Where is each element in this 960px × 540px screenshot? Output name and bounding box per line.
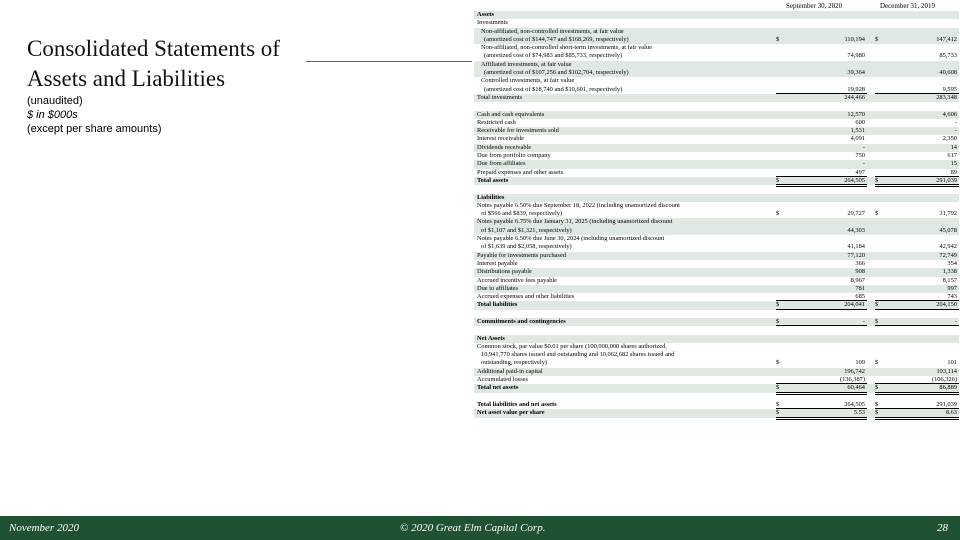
row-label: Notes payable 6.50% due June 30, 2024 (including unamortized discount bbox=[477, 235, 665, 243]
value-dec-2019: 8,157 bbox=[942, 276, 957, 284]
table-row bbox=[474, 252, 959, 260]
table-row bbox=[474, 86, 959, 94]
table-row bbox=[474, 52, 959, 60]
slide-title bbox=[27, 34, 447, 94]
currency-symbol: $ bbox=[776, 359, 780, 367]
row-label: Non-affiliated, non-controlled short-term investments, at fair value bbox=[481, 44, 652, 52]
row-label: Total investments bbox=[477, 93, 523, 101]
row-label: Liabilities bbox=[477, 193, 505, 201]
row-label: Dividends receivable bbox=[477, 143, 532, 151]
row-label: Total net assets bbox=[477, 384, 519, 392]
row-label: (amortized cost of $144,747 and $168,269, respectively) bbox=[484, 35, 629, 43]
currency-symbol: $ bbox=[875, 409, 879, 417]
table-row bbox=[474, 393, 959, 401]
units-note: $ in $000s bbox=[27, 109, 78, 121]
table-row bbox=[474, 301, 959, 309]
value-sep-2020: 110,194 bbox=[844, 35, 865, 43]
table-row bbox=[474, 318, 959, 326]
value-dec-2019: 86,889 bbox=[939, 384, 957, 392]
row-label: Net Assets bbox=[477, 334, 505, 342]
value-sep-2020: 5.53 bbox=[853, 409, 865, 417]
title-rule bbox=[306, 61, 472, 62]
footer-copyright: © 2020 Great Elm Capital Corp. bbox=[400, 522, 546, 534]
value-sep-2020: 8,967 bbox=[850, 276, 865, 284]
table-row bbox=[474, 19, 959, 27]
value-dec-2019: 193,114 bbox=[936, 367, 957, 375]
table-row bbox=[474, 235, 959, 243]
currency-symbol: $ bbox=[875, 35, 879, 43]
value-sep-2020: 77,120 bbox=[847, 251, 865, 259]
footer-date: November 2020 bbox=[9, 522, 79, 534]
value-dec-2019: 15 bbox=[950, 160, 957, 168]
subtitle-block bbox=[27, 94, 162, 136]
value-sep-2020: 60,464 bbox=[847, 384, 865, 392]
table-row bbox=[474, 293, 959, 301]
row-label: of $566 and $839, respectively) bbox=[481, 210, 563, 218]
table-row bbox=[474, 36, 959, 44]
row-label: Total assets bbox=[477, 176, 509, 184]
footer-bar bbox=[0, 516, 960, 540]
value-dec-2019: 2,350 bbox=[942, 135, 957, 143]
table-row bbox=[474, 185, 959, 193]
value-dec-2019: 147,412 bbox=[936, 35, 957, 43]
value-sep-2020: 244,466 bbox=[844, 93, 865, 101]
table-row bbox=[474, 227, 959, 235]
table-row bbox=[474, 127, 959, 135]
table-body bbox=[474, 11, 959, 418]
row-label: Assets bbox=[477, 11, 495, 18]
value-dec-2019: 283,348 bbox=[936, 93, 957, 101]
row-label: Interest payable bbox=[477, 259, 518, 267]
row-label: Due from affiliates bbox=[477, 160, 526, 168]
currency-symbol: $ bbox=[776, 317, 780, 325]
table-row bbox=[474, 152, 959, 160]
value-sep-2020: 685 bbox=[855, 293, 865, 301]
double-underline bbox=[776, 419, 867, 420]
table-row bbox=[474, 77, 959, 85]
row-label: Cash and cash equivalents bbox=[477, 110, 545, 118]
value-dec-2019: 8.63 bbox=[945, 409, 957, 417]
value-dec-2019: 354 bbox=[947, 259, 957, 267]
value-sep-2020: 366 bbox=[855, 259, 865, 267]
row-label: Accumulated losses bbox=[477, 376, 528, 384]
value-sep-2020: 600 bbox=[855, 118, 865, 126]
table-row bbox=[474, 144, 959, 152]
value-dec-2019: 743 bbox=[947, 293, 957, 301]
currency-symbol: $ bbox=[875, 176, 879, 184]
value-dec-2019: 997 bbox=[947, 284, 957, 292]
table-header bbox=[474, 1, 959, 11]
table-row bbox=[474, 119, 959, 127]
row-label: Prepaid expenses and other assets bbox=[477, 168, 564, 176]
row-label bbox=[474, 185, 959, 193]
value-sep-2020: 1,531 bbox=[850, 127, 865, 135]
value-sep-2020: 264,505 bbox=[844, 176, 865, 184]
currency-symbol: $ bbox=[776, 409, 780, 417]
table-row bbox=[474, 44, 959, 52]
currency-symbol: $ bbox=[776, 301, 780, 309]
row-label: (amortized cost of $107,256 and $102,704, respectively) bbox=[484, 69, 629, 77]
row-label: Due from portfolio company bbox=[477, 152, 551, 160]
value-sep-2020: 750 bbox=[855, 152, 865, 160]
value-sep-2020: 264,505 bbox=[844, 400, 865, 408]
value-dec-2019: 291,039 bbox=[936, 176, 957, 184]
value-dec-2019: 42,942 bbox=[939, 243, 957, 251]
value-dec-2019: 4,606 bbox=[942, 110, 957, 118]
table-row bbox=[474, 401, 959, 409]
value-sep-2020: 19,928 bbox=[847, 85, 865, 93]
row-label: Accrued incentive fees payable bbox=[477, 276, 558, 284]
currency-symbol: $ bbox=[776, 35, 780, 43]
row-label: (amortized cost of $18,740 and $10,601, respectively) bbox=[484, 85, 623, 93]
table-row bbox=[474, 359, 959, 367]
row-label: Notes payable 6.50% due September 18, 2022 (including unamortized discount bbox=[477, 201, 680, 209]
row-label: Commitments and contingencies bbox=[477, 317, 566, 325]
title-line-1: Consolidated Statements of bbox=[27, 36, 280, 61]
table-row bbox=[474, 335, 959, 343]
column-header-sep-2020: September 30, 2020 bbox=[786, 2, 843, 10]
table-row bbox=[474, 277, 959, 285]
row-label: Interest receivable bbox=[477, 135, 525, 143]
value-sep-2020: 44,303 bbox=[847, 226, 865, 234]
value-sep-2020: 908 bbox=[855, 268, 865, 276]
row-label: of $1,639 and $2,058, respectively) bbox=[481, 243, 572, 251]
row-label: Net asset value per share bbox=[477, 409, 545, 417]
currency-symbol: $ bbox=[776, 210, 780, 218]
value-dec-2019: 40,608 bbox=[939, 69, 957, 77]
currency-symbol: $ bbox=[875, 210, 879, 218]
table-row bbox=[474, 409, 959, 417]
value-sep-2020: 39,364 bbox=[847, 69, 865, 77]
value-sep-2020: - bbox=[862, 143, 865, 151]
value-dec-2019: 72,749 bbox=[939, 251, 957, 259]
per-share-note: (except per share amounts) bbox=[27, 123, 162, 135]
table-row bbox=[474, 94, 959, 102]
row-label: Total liabilities and net assets bbox=[477, 400, 557, 408]
row-label: Affiliated investments, at fair value bbox=[481, 60, 572, 68]
underline bbox=[875, 417, 959, 418]
value-dec-2019: - bbox=[954, 118, 957, 126]
row-label: Receivable for investments sold bbox=[477, 127, 559, 135]
page-number: 28 bbox=[937, 522, 948, 534]
row-label: Common stock, par value $0.01 per share (100,000,000 shares authorized, bbox=[477, 342, 667, 350]
title-line-2: Assets and Liabilities bbox=[27, 66, 226, 91]
value-sep-2020: 109 bbox=[855, 359, 865, 367]
value-dec-2019: 14 bbox=[950, 143, 957, 151]
table-row bbox=[474, 268, 959, 276]
table-row bbox=[474, 384, 959, 392]
double-underline bbox=[875, 419, 959, 420]
column-header-dec-2019: December 31, 2019 bbox=[880, 2, 936, 10]
table-row bbox=[474, 28, 959, 36]
value-sep-2020: 74,980 bbox=[847, 52, 865, 60]
row-label: Notes payable 6.75% due January 31, 2025 (including unamortized discount bbox=[477, 218, 673, 226]
value-dec-2019: 101 bbox=[947, 359, 957, 367]
table-row bbox=[474, 218, 959, 226]
currency-symbol: $ bbox=[875, 317, 879, 325]
value-dec-2019: 89 bbox=[950, 168, 957, 176]
table-row bbox=[474, 111, 959, 119]
row-label bbox=[474, 393, 959, 401]
currency-symbol: $ bbox=[875, 400, 879, 408]
row-label bbox=[474, 102, 959, 110]
value-dec-2019: 85,733 bbox=[939, 52, 957, 60]
value-dec-2019: 31,792 bbox=[939, 210, 957, 218]
value-dec-2019: 1,338 bbox=[942, 268, 957, 276]
value-sep-2020: 4,091 bbox=[850, 135, 865, 143]
row-label: Distributions payable bbox=[477, 268, 532, 276]
row-label bbox=[474, 310, 959, 318]
row-label: 10,941,770 shares issued and outstanding and 10,062,682 shares issued and bbox=[481, 351, 675, 359]
table-row bbox=[474, 61, 959, 69]
value-dec-2019: (106,326) bbox=[931, 376, 957, 384]
table-row bbox=[474, 326, 959, 334]
table-row bbox=[474, 285, 959, 293]
row-label: Investments bbox=[477, 19, 508, 27]
table-row bbox=[474, 135, 959, 143]
currency-symbol: $ bbox=[776, 176, 780, 184]
table-row bbox=[474, 177, 959, 185]
value-sep-2020: (136,387) bbox=[839, 376, 865, 384]
currency-symbol: $ bbox=[875, 359, 879, 367]
value-dec-2019: - bbox=[954, 317, 957, 325]
row-label: (amortized cost of $74,983 and $85,733, respectively) bbox=[484, 52, 623, 60]
row-label: of $1,107 and $1,321, respectively) bbox=[481, 226, 572, 234]
table-row bbox=[474, 160, 959, 168]
value-sep-2020: 196,742 bbox=[844, 367, 865, 375]
table-row bbox=[474, 351, 959, 359]
table-row bbox=[474, 343, 959, 351]
table-row bbox=[474, 194, 959, 202]
value-sep-2020: 41,184 bbox=[847, 243, 865, 251]
value-dec-2019: 45,078 bbox=[939, 226, 957, 234]
value-dec-2019: - bbox=[954, 127, 957, 135]
value-dec-2019: 9,595 bbox=[942, 85, 957, 93]
value-sep-2020: - bbox=[862, 160, 865, 168]
value-dec-2019: 291,039 bbox=[936, 400, 957, 408]
value-dec-2019: 617 bbox=[947, 152, 957, 160]
value-sep-2020: 204,041 bbox=[844, 301, 865, 309]
table-row bbox=[474, 368, 959, 376]
table-row bbox=[474, 376, 959, 384]
underline bbox=[776, 417, 867, 418]
row-label: Additional paid-in capital bbox=[477, 367, 543, 375]
financial-table bbox=[474, 1, 959, 418]
table-row bbox=[474, 243, 959, 251]
currency-symbol: $ bbox=[875, 384, 879, 392]
value-sep-2020: - bbox=[862, 317, 865, 325]
currency-symbol: $ bbox=[875, 301, 879, 309]
unaudited-note: (unaudited) bbox=[27, 95, 83, 107]
value-dec-2019: 204,150 bbox=[936, 301, 957, 309]
value-sep-2020: 12,570 bbox=[847, 110, 865, 118]
row-label: Accrued expenses and other liabilities bbox=[477, 293, 575, 301]
row-label: Controlled investments, at fair value bbox=[481, 77, 575, 85]
currency-symbol: $ bbox=[776, 384, 780, 392]
table-row bbox=[474, 260, 959, 268]
row-label bbox=[474, 326, 959, 334]
value-sep-2020: 497 bbox=[855, 168, 865, 176]
row-label: Restricted cash bbox=[477, 118, 516, 126]
row-label: Due to affiliates bbox=[477, 284, 519, 292]
table-row bbox=[474, 169, 959, 177]
row-label: Total liabilities bbox=[477, 301, 518, 309]
value-sep-2020: 781 bbox=[855, 284, 865, 292]
table-row bbox=[474, 310, 959, 318]
value-sep-2020: 29,727 bbox=[847, 210, 865, 218]
row-label: Payable for investments purchased bbox=[477, 251, 566, 259]
table-row bbox=[474, 210, 959, 218]
table-row bbox=[474, 11, 959, 19]
row-label: Non-affiliated, non-controlled investments, at fair value bbox=[481, 27, 624, 35]
table-row bbox=[474, 102, 959, 110]
row-label: outstanding, respectively) bbox=[481, 359, 548, 367]
table-row bbox=[474, 69, 959, 77]
table-row bbox=[474, 202, 959, 210]
currency-symbol: $ bbox=[776, 400, 780, 408]
